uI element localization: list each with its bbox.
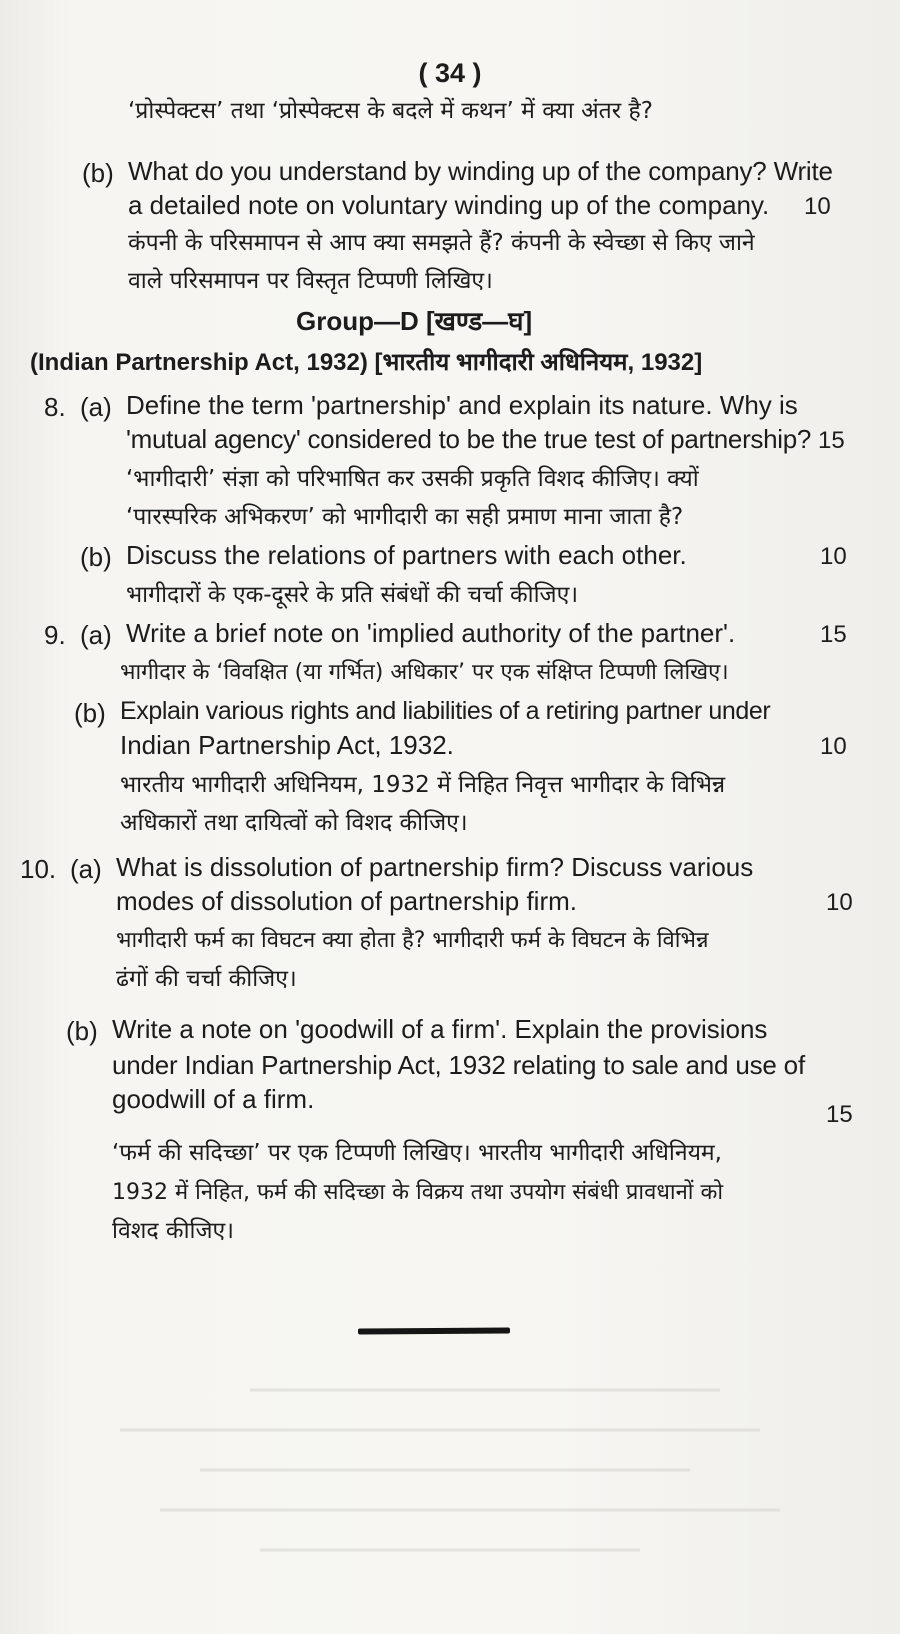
q7b-marks: 10	[804, 193, 831, 220]
q8a-english-line-2: 'mutual agency' considered to be the true test of partnership?	[126, 424, 812, 454]
q8-number: 8.	[44, 392, 66, 422]
q9b-english-line-2: Indian Partnership Act, 1932.	[120, 730, 454, 760]
q8a-marks: 15	[818, 427, 845, 454]
q10a-hindi-line-2: ढंगों की चर्चा कीजिए।	[116, 966, 297, 992]
page-number: ( 34 )	[418, 58, 482, 88]
q10a-hindi-line-1: भागीदारी फर्म का विघटन क्या होता है? भागीदारी फर्म के विघटन के विभिन्न	[116, 928, 709, 953]
q10b-hindi-line-1: ‘फर्म की सदिच्छा’ पर एक टिप्पणी लिखिए। भारतीय भागीदारी अधिनियम,	[112, 1140, 722, 1166]
group-d-heading	[296, 304, 532, 338]
q9b-marks: 10	[820, 733, 847, 760]
q9b-hindi-line-1: भारतीय भागीदारी अधिनियम, 1932 में निहित निवृत्त भागीदार के विभिन्न	[120, 772, 726, 798]
q10-number: 10.	[20, 854, 57, 884]
q10b-label: (b)	[66, 1016, 98, 1046]
q10a-label: (a)	[70, 854, 102, 884]
q8b-english-line-1: Discuss the relations of partners with each other.	[126, 540, 687, 570]
q8a-english-line-1: Define the term 'partnership' and explain its nature. Why is	[126, 390, 798, 420]
q7b-hindi-line-1: कंपनी के परिसमापन से आप क्या समझते हैं? कंपनी के स्वेच्छा से किए जाने	[128, 230, 755, 256]
q9-number: 9.	[44, 620, 66, 650]
show-through-texture	[0, 1360, 900, 1630]
q8a-hindi-line-1: ‘भागीदारी’ संज्ञा को परिभाषित कर उसकी प्रकृति विशद कीजिए। क्यों	[126, 466, 699, 492]
q10b-marks: 15	[826, 1101, 853, 1128]
q9b-english-line-1: Explain various rights and liabilities of a retiring partner under	[120, 697, 771, 725]
q10b-english-line-2: under Indian Partnership Act, 1932 relating to sale and use of	[112, 1050, 805, 1080]
q10a-english-line-2: modes of dissolution of partnership firm.	[116, 886, 577, 916]
q9a-hindi-line-1: भागीदार के ‘विवक्षित (या गर्भित) अधिकार’ पर एक संक्षिप्त टिप्पणी लिखिए।	[120, 660, 729, 685]
q7b-hindi-line-2: वाले परिसमापन पर विस्तृत टिप्पणी लिखिए।	[128, 268, 493, 294]
q10b-hindi-line-2: 1932 में निहित, फर्म की सदिच्छा के विक्रय तथा उपयोग संबंधी प्रावधानों को	[112, 1180, 724, 1205]
q9a-english-line-1: Write a brief note on 'implied authority of the partner'.	[126, 618, 736, 648]
q8b-label: (b)	[80, 542, 112, 572]
q7b-english-line-1: What do you understand by winding up of the company? Write	[128, 156, 833, 186]
q10a-marks: 10	[826, 889, 853, 916]
q7b-label: (b)	[82, 158, 114, 188]
q9b-hindi-line-2: अधिकारों तथा दायित्वों को विशद कीजिए।	[120, 810, 468, 836]
q9b-label: (b)	[74, 698, 106, 728]
group-d-subheading: (Indian Partnership Act, 1932) [भारतीय भागीदारी अधिनियम, 1932]	[30, 349, 703, 376]
q10b-english-line-1: Write a note on 'goodwill of a firm'. Explain the provisions	[112, 1014, 768, 1044]
q10a-english-line-1: What is dissolution of partnership firm? Discuss various	[116, 852, 754, 882]
q7b-english-line-2: a detailed note on voluntary winding up of the company.	[128, 190, 770, 220]
group-d-heading-text: Group—D [खण्ड—घ]	[296, 306, 533, 336]
q8a-label: (a)	[80, 392, 112, 422]
q8b-marks: 10	[820, 543, 847, 570]
end-rule	[358, 1327, 510, 1334]
q10b-hindi-line-3: विशद कीजिए।	[112, 1218, 234, 1244]
q9a-marks: 15	[820, 621, 847, 648]
q10b-english-line-3: goodwill of a firm.	[112, 1084, 315, 1114]
q9a-label: (a)	[80, 620, 112, 650]
q7a-hindi-carry: ‘प्रोस्पेक्टस’ तथा ‘प्रोस्पेक्टस के बदले में कथन’ में क्या अंतर है?	[128, 98, 653, 124]
q8b-hindi-line-1: भागीदारों के एक-दूसरे के प्रति संबंधों की चर्चा कीजिए।	[126, 582, 579, 608]
q8a-hindi-line-2: ‘पारस्परिक अभिकरण’ को भागीदारी का सही प्रमाण माना जाता है?	[126, 504, 684, 530]
